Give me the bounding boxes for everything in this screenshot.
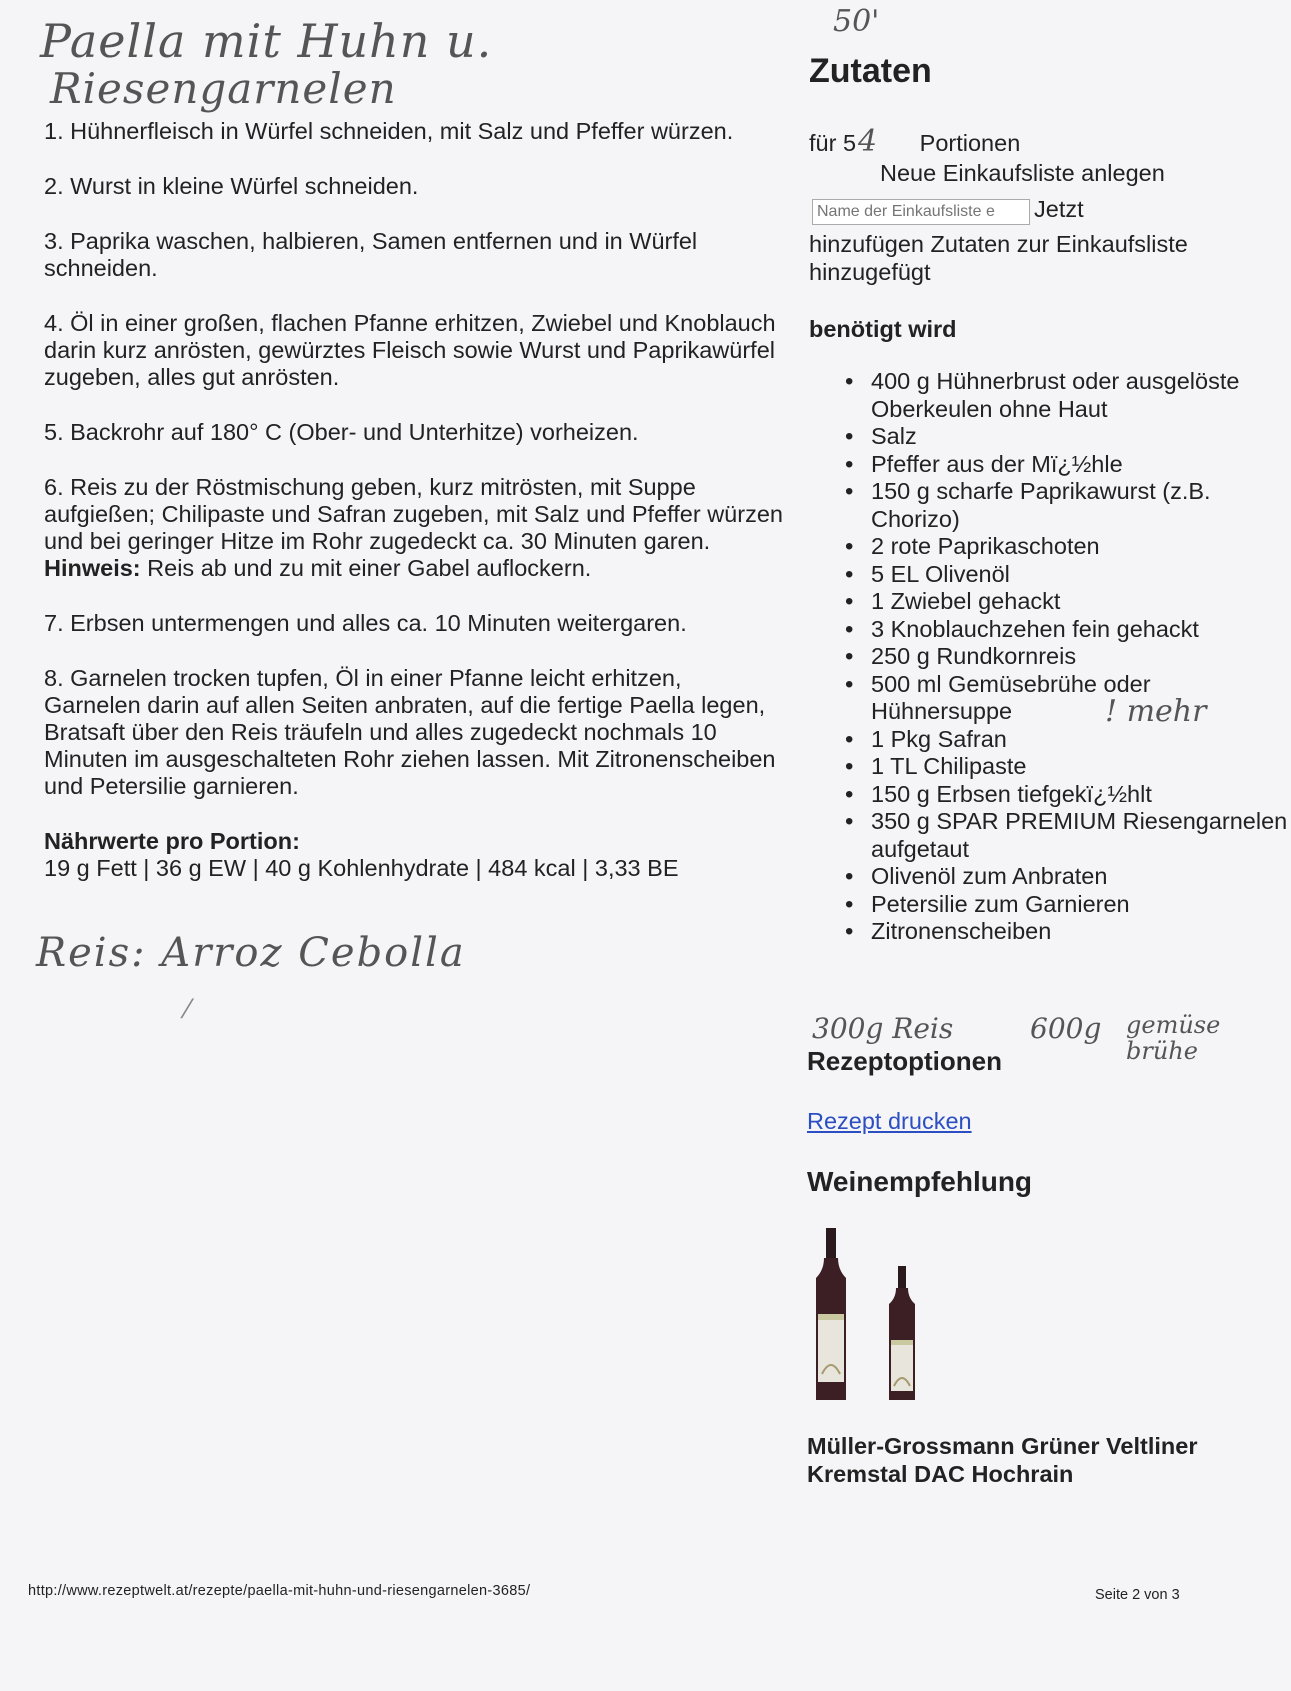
list-item: • Zitronenscheiben [871,918,1291,946]
handwritten-rice-note: Reis: Arroz Cebolla [36,930,466,976]
portions-label: Portionen [919,130,1021,156]
handwritten-broth-amount: 600g [1030,1012,1102,1045]
handwritten-broth-word: gemüse brühe [1126,1011,1221,1065]
list-item: • Pfeffer aus der Mï¿½hle [871,451,1291,479]
portions-count [842,124,913,159]
handwritten-time-note: 50' [833,4,880,39]
list-item: • Olivenöl zum Anbraten [871,863,1291,891]
step-6 [44,474,784,582]
add-now-button[interactable]: Jetzt [1034,196,1084,222]
step-4: 4. Öl in einer großen, flachen Pfanne erhitzen, Zwiebel und Knoblauch darin kurz anrösten, gewürztes Fleisch sowie Wurst und Paprikawürfel zugeben, alles gut anrösten. [44,310,776,390]
wine-bottle-small-icon [889,1266,915,1400]
recipe-options-heading: Rezeptoptionen [807,1046,1002,1076]
nutrition-heading: Nährwerte pro Portion: [44,828,300,854]
ingredients-heading: Zutaten [809,52,932,90]
step-7: 7. Erbsen untermengen und alles ca. 10 Minuten weitergaren. [44,610,687,636]
list-item: • 500 ml Gemüsebrühe oder Hühnersuppe [871,671,1291,726]
needed-label: benötigt wird [809,316,957,342]
list-item: • 150 g scharfe Paprikawurst (z.B. Chorizo) [871,478,1291,533]
handwritten-title-line2: Riesengarnelen [50,64,397,113]
page-number: Seite 2 von 3 [1095,1587,1180,1603]
wine-name[interactable]: Müller-Grossmann Grüner Veltliner Kremstal DAC Hochrain [807,1433,1198,1487]
nutrition-values: 19 g Fett | 36 g EW | 40 g Kohlenhydrate | 484 kcal | 3,33 BE [44,855,679,881]
hint-text: Reis ab und zu mit einer Gabel auflockern. [140,555,592,581]
step-2: 2. Wurst in kleine Würfel schneiden. [44,173,419,199]
hint-label: Hinweis: [44,555,141,581]
step-6-text: 6. Reis zu der Röstmischung geben, kurz mitrösten, mit Suppe aufgießen; Chilipaste und Safran zugeben, mit Salz und Pfeffer würzen und bei geringer Hitze im Rohr zugedeckt ca. 30 Minuten garen. [44,474,783,554]
new-shopping-list-link[interactable]: Neue Einkaufsliste anlegen [880,160,1165,186]
handwritten-mehr-note: ! mehr [1105,694,1207,729]
step-8: 8. Garnelen trocken tupfen, Öl in einer Pfanne leicht erhitzen, Garnelen darin auf allen Seiten anbraten, auf die fertige Paella legen, Bratsaft über den Reis träufeln und alles zugedeckt nochmals 10 Minuten im ausgeschalteten Rohr ziehen lassen. Mit Zitronenscheiben und Petersilie garnieren. [44,665,776,799]
ingredient-list [809,368,1291,946]
portions-printed: 5 [842,130,857,156]
step-5: 5. Backrohr auf 180° C (Ober- und Unterhitze) vorheizen. [44,419,639,445]
list-item: • 1 Pkg Safran [871,726,1291,754]
list-item: • 3 Knoblauchzehen fein gehackt [871,616,1291,644]
shopping-list-name-input[interactable] [812,199,1030,225]
step-1: 1. Hühnerfleisch in Würfel schneiden, mit Salz und Pfeffer würzen. [44,118,734,144]
wine-recommendation-heading: Weinempfehlung [807,1166,1033,1197]
added-message: hinzufügen Zutaten zur Einkaufsliste hinzugefügt [809,231,1188,285]
list-item: • 250 g Rundkornreis [871,643,1291,671]
list-item: • 350 g SPAR PREMIUM Riesengarnelen aufgetaut [871,808,1291,863]
step-3: 3. Paprika waschen, halbieren, Samen entfernen und in Würfel schneiden. [44,228,698,281]
wine-bottles-image [812,1228,932,1403]
wine-bottle-large-icon [816,1228,846,1400]
portions-row [809,124,1219,159]
list-item: • Salz [871,423,1291,451]
preparation-steps [44,118,784,882]
list-item: • 2 rote Paprikaschoten [871,533,1291,561]
list-item: • Petersilie zum Garnieren [871,891,1291,919]
print-recipe-link[interactable]: Rezept drucken [807,1108,972,1134]
list-item: • 150 g Erbsen tiefgekï¿½hlt [871,781,1291,809]
handwritten-rice-amount: 300g Reis [812,1012,954,1045]
list-item: • 400 g Hühnerbrust oder ausgelöste Oberkeulen ohne Haut [871,368,1291,423]
list-item: • 1 Zwiebel gehackt [871,588,1291,616]
for-label: für [809,130,837,156]
list-item: • 5 EL Olivenöl [871,561,1291,589]
handwritten-title-line1: Paella mit Huhn u. [40,14,493,68]
page-url: http://www.rezeptwelt.at/rezepte/paella-mit-huhn-und-riesengarnelen-3685/ [28,1583,531,1599]
list-item: • 1 TL Chilipaste [871,753,1291,781]
pen-mark: ⁄ [185,995,190,1025]
handwritten-portions: 4 [858,124,878,159]
